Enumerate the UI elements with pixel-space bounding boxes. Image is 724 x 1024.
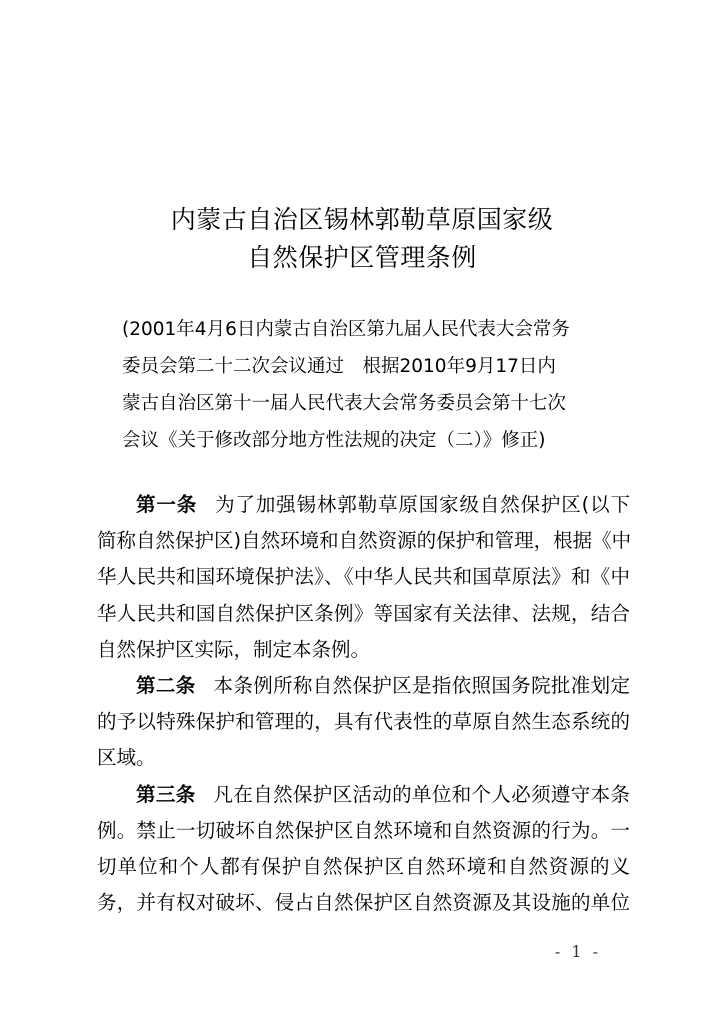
article-line: [97, 777, 630, 813]
article-line: 华人民共和国环境保护法》、《中华人民共和国草原法》和《中: [97, 565, 630, 589]
enactment-note-line: (2001年4月6日内蒙古自治区第九届人民代表大会常务: [122, 319, 570, 340]
article-line: [97, 487, 630, 523]
regulation-body: [97, 487, 630, 921]
article-text: 为了加强锡林郭勒草原国家级自然保护区(以下: [215, 493, 630, 516]
article-line: 例。禁止一切破坏自然保护区自然环境和自然资源的行为。一: [97, 818, 630, 842]
document-title-line-2: 自然保护区管理条例: [247, 243, 477, 272]
article-line: 的予以特殊保护和管理的，具有代表性的草原自然生态系统的: [97, 710, 630, 734]
article-text: 本条例所称自然保护区是指依照国务院批准划定: [213, 674, 630, 698]
article-heading: 第一条: [136, 493, 198, 516]
article-heading: 第三条: [136, 782, 196, 806]
article-line: 务，并有权对破坏、侵占自然保护区自然资源及其设施的单位: [97, 891, 630, 915]
article-line: 自然保护区实际，制定本条例。: [97, 637, 371, 661]
document-title-line-1: 内蒙古自治区锡林郭勒草原国家级: [170, 205, 554, 234]
enactment-note-line: 蒙古自治区第十一届人民代表大会常务委员会第十七次: [122, 393, 567, 414]
enactment-note: [122, 311, 612, 459]
article-3: [97, 777, 630, 922]
article-line: 切单位和个人都有保护自然保护区自然环境和自然资源的义: [97, 855, 630, 879]
article-line: 区域。: [97, 746, 156, 770]
enactment-note-line: 委员会第二十二次会议通过 根据2010年9月17日内: [122, 356, 556, 377]
enactment-note-line: 会议《关于修改部分地方性法规的决定（二）》修正): [122, 430, 546, 451]
page-number: - 1 -: [554, 942, 602, 961]
article-text: 凡在自然保护区活动的单位和个人必须遵守本条: [213, 782, 630, 806]
article-line: 简称自然保护区)自然环境和自然资源的保护和管理，根据《中: [97, 529, 632, 553]
article-2: [97, 668, 630, 777]
article-1: [97, 487, 630, 668]
article-line: 华人民共和国自然保护区条例》等国家有关法律、法规，结合: [97, 601, 630, 625]
article-line: [97, 668, 630, 704]
article-heading: 第二条: [136, 674, 196, 698]
